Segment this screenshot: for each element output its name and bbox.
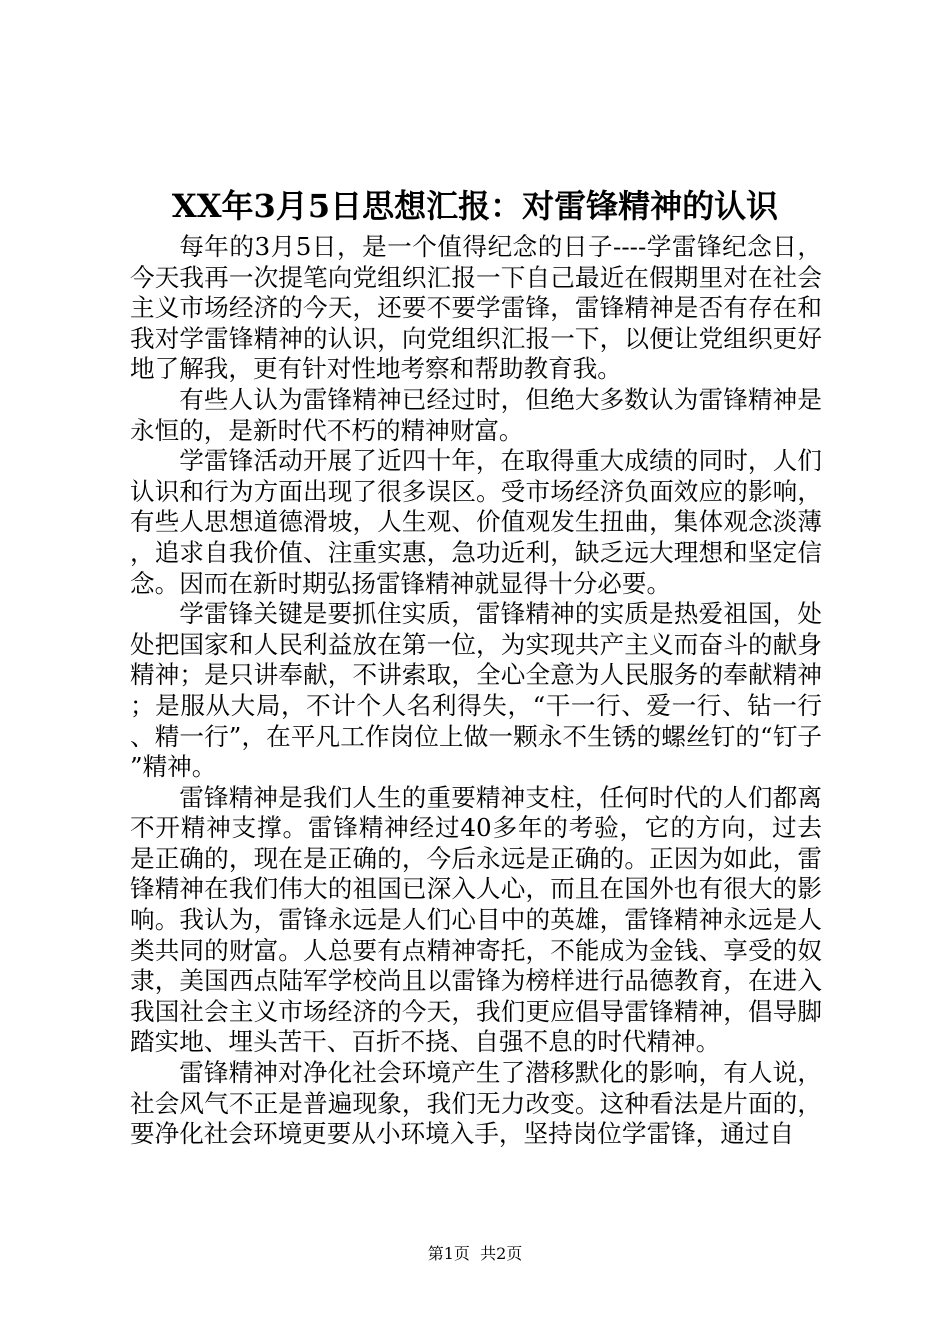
page-footer xyxy=(0,1244,950,1264)
paragraph: 雷锋精神对净化社会环境产生了潜移默化的影响，有人说，社会风气不正是普遍现象，我们无力改变。这种看法是片面的，要净化社会环境更要从小环境入手，坚持岗位学雷锋，通过自 xyxy=(130,1058,822,1149)
paragraph: 学雷锋关键是要抓住实质，雷锋精神的实质是热爱祖国，处处把国家和人民利益放在第一位，为实现共产主义而奋斗的献身精神；是只讲奉献，不讲索取，全心全意为人民服务的奉献精神；是服从大局，不计个人名利得失，“干一行、爱一行、钻一行、精一行”，在平凡工作岗位上做一颗永不生锈的螺丝钉的“钉子”精神。 xyxy=(130,599,822,782)
page-number-total: 共2页 xyxy=(480,1244,523,1263)
document-title: XX年3月5日思想汇报：对雷锋精神的认识 xyxy=(171,187,779,225)
paragraph: 有些人认为雷锋精神已经过时，但绝大多数认为雷锋精神是永恒的，是新时代不朽的精神财富。 xyxy=(130,384,822,445)
footer-separator xyxy=(470,1244,480,1263)
page-number-current: 第1页 xyxy=(427,1244,470,1263)
paragraph: 学雷锋活动开展了近四十年，在取得重大成绩的同时，人们认识和行为方面出现了很多误区。受市场经济负面效应的影响，有些人思想道德滑坡，人生观、价值观发生扭曲，集体观念淡薄，追求自我价值、注重实惠，急功近利，缺乏远大理想和坚定信念。因而在新时期弘扬雷锋精神就显得十分必要。 xyxy=(130,446,822,598)
document-body xyxy=(130,232,822,1150)
paragraph: 雷锋精神是我们人生的重要精神支柱，任何时代的人们都离不开精神支撑。雷锋精神经过40多年的考验，它的方向，过去是正确的，现在是正确的，今后永远是正确的。正因为如此，雷锋精神在我们伟大的祖国已深入人心，而且在国外也有很大的影响。我认为，雷锋永远是人们心目中的英雄，雷锋精神永远是人类共同的财富。人总要有点精神寄托，不能成为金钱、享受的奴隶，美国西点陆军学校尚且以雷锋为榜样进行品德教育，在进入我国社会主义市场经济的今天，我们更应倡导雷锋精神，倡导脚踏实地、埋头苦干、百折不挠、自强不息的时代精神。 xyxy=(130,782,822,1057)
paragraph: 每年的3月5日，是一个值得纪念的日子----学雷锋纪念日，今天我再一次提笔向党组织汇报一下自己最近在假期里对在社会主义市场经济的今天，还要不要学雷锋，雷锋精神是否有存在和我对学雷锋精神的认识，向党组织汇报一下，以便让党组织更好地了解我，更有针对性地考察和帮助教育我。 xyxy=(130,232,822,384)
